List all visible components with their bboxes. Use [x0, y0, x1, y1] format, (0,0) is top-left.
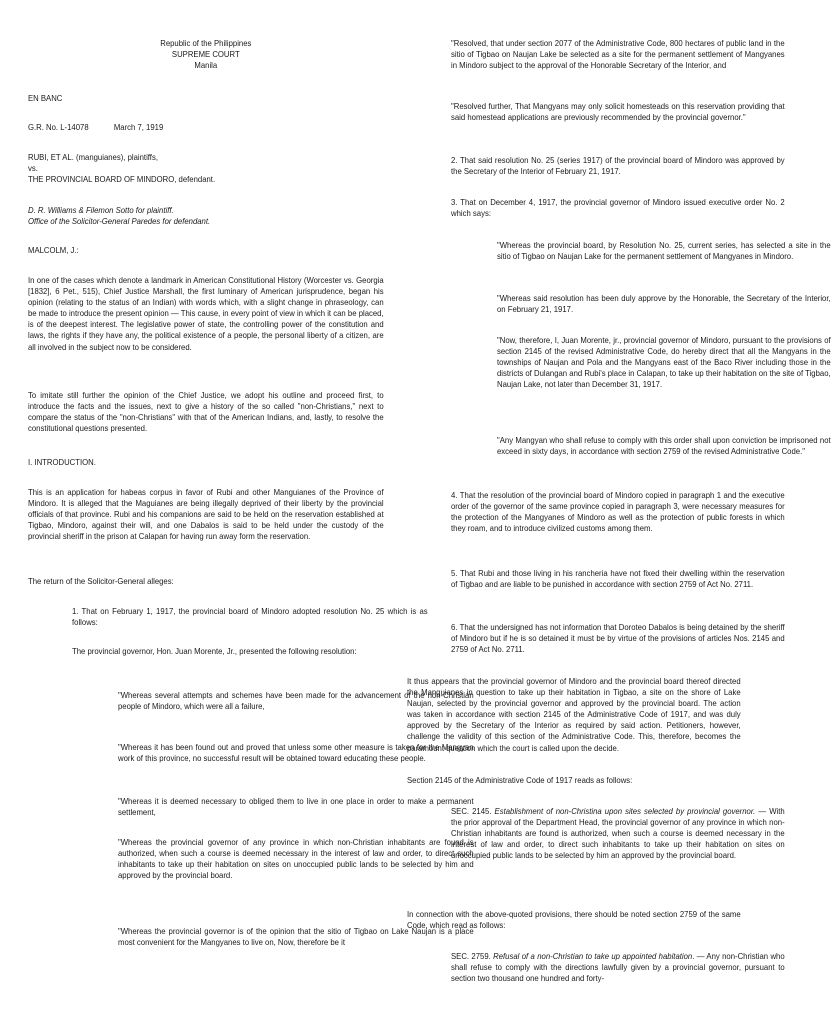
- counsel: [28, 205, 384, 227]
- case-number-line: [28, 122, 384, 133]
- quoted-paragraph: "Whereas it has been found out and proved that unless some other measure is taken for the Mangyan work of this province, no successful result will be obtained toward educating these people.: [118, 742, 474, 764]
- indented-paragraph: 3. That on December 4, 1917, the provincial governor of Mindoro issued executive order No. 2 which says:: [451, 197, 785, 219]
- section-heading: I. INTRODUCTION.: [28, 457, 96, 467]
- indented-paragraph: The provincial governor, Hon. Juan Morente, Jr., presented the following resolution:: [72, 646, 357, 656]
- paragraph: The return of the Solicitor-General alleges:: [28, 576, 174, 586]
- paragraph: In connection with the above-quoted provisions, there should be noted section 2759 of the same Code, which read as follows:: [407, 909, 741, 931]
- statute-section: [451, 951, 785, 984]
- paragraph: Section 2145 of the Administrative Code of 1917 reads as follows:: [407, 775, 633, 785]
- section-number: SEC. 2759.: [451, 951, 494, 961]
- section-body: . — Any non-Christian who shall refuse to comply with the directions lawfully given by a provincial governor, pursuant to section two thousand one hundred and forty-: [451, 951, 785, 984]
- quoted-paragraph: "Whereas the provincial board, by Resolution No. 25, current series, has selected a site in the sitio of Tigbao on Naujan Lake for the permanent settlement of Mangyanes in Mindoro.: [497, 240, 831, 262]
- quoted-paragraph: "Resolved, that under section 2077 of the Administrative Code, 800 hectares of public land in the sitio of Tigbao on Naujan Lake be selected as a site for the permanent settlement of Mangyanes in Mindoro subject to the approval of the Honorable Secretary of the Interior, and: [451, 38, 785, 71]
- counsel-plaintiff: D. R. Williams & Filemon Sotto for plaintiff.: [28, 205, 174, 215]
- case-parties: [28, 152, 384, 185]
- section-number: SEC. 2145.: [451, 806, 495, 816]
- indented-paragraph: 1. That on February 1, 1917, the provincial board of Mindoro adopted resolution No. 25 which is as follows:: [72, 606, 428, 628]
- city-line: Manila: [194, 60, 218, 71]
- indented-paragraph: 4. That the resolution of the provincial board of Mindoro copied in paragraph 1 and the executive order of the governor of the same province copied in paragraph 3, were necessary measures for the protection of the Mangyanes of Mindoro as well as the protection of public forests in which they roam, and to introduce civilized customs among them.: [451, 490, 785, 534]
- decision-date: March 7, 1919: [113, 122, 164, 132]
- quoted-paragraph: "Now, therefore, I, Juan Morente, jr., provincial governor of Mindoro, pursuant to the provisions of section 2145 of the revised Administrative Code, do hereby direct that all the Mangyans in the townships of Naujan and Pola and the Mangyans east of the Baco River including those in the districts of Dulangan and Rubi's place in Calapan, to take up their habitation on the site of Tigbao, Naujan Lake, not later than December 31, 1917.: [497, 335, 831, 390]
- section-title: Establishment of non-Christina upon sites selected by provincial governor.: [494, 806, 756, 816]
- quoted-paragraph: "Whereas the provincial governor of any province in which non-Christian inhabitants are found is authorized, when such a course is deemed necessary in the interest of law and order, to direct such inhabitants to take up their habitation on sites on unoccupied public lands to be selected by him and approved by the provincial board.: [118, 837, 474, 881]
- paragraph: It thus appears that the provincial governor of Mindoro and the provincial board thereof directed the Manguianes in question to take up their habitation in Tigbao, a site on the shore of Lake Naujan, selected by the provincial governor and approved by the provincial board. The action was taken in accordance with section 2145 of the Administrative Code of 1917, and was duly approved by the Secretary of the Interior as required by said action. Petitioners, however, challenge the validity of this section of the Administrative Code. This, therefore, becomes the paramount question which the court is called upon the decide.: [407, 676, 741, 753]
- quoted-paragraph: "Any Mangyan who shall refuse to comply with this order shall upon conviction be imprisoned not exceed in sixty days, in accordance with section 2759 of the revised Administrative Code.": [497, 435, 831, 457]
- quoted-paragraph: "Whereas the provincial governor is of the opinion that the sitio of Tigbao on Lake Naujan is a place most convenient for the Mangyanes to live on, Now, therefore be it: [118, 926, 474, 948]
- defendant: THE PROVINCIAL BOARD OF MINDORO, defendant.: [28, 174, 216, 185]
- en-banc: EN BANC: [28, 93, 63, 103]
- indented-paragraph: 5. That Rubi and those living in his rancheria have not fixed their dwelling within the reservation of Tigbao and are liable to be punished in accordance with section 2759 of Act No. 2711.: [451, 568, 785, 590]
- quoted-paragraph: "Whereas it is deemed necessary to obliged them to live in one place in order to make a permanent settlement,: [118, 796, 474, 818]
- versus: vs.: [28, 163, 38, 174]
- indented-paragraph: 2. That said resolution No. 25 (series 1917) of the provincial board of Mindoro was approved by the Secretary of the Interior of February 21, 1917.: [451, 155, 785, 177]
- counsel-defendant: Office of the Solicitor-General Paredes for defendant.: [28, 216, 211, 227]
- quoted-paragraph: "Whereas said resolution has been duly approve by the Honorable, the Secretary of the Interior, on February 21, 1917.: [497, 293, 831, 315]
- gr-number: G.R. No. L-14078: [28, 122, 89, 132]
- paragraph: In one of the cases which denote a landmark in American Constitutional History (Worcester vs. Georgia [1832], 6 Pet., 515), Chief Justice Marshall, the first luminary of American jurisprudence, began his opinion (relating to the status of an Indian) with words which, with a slight change in phraseology, can be made to introduce the present opinion — This cause, in every point of view in which it can be placed, is of the deepest interest. The legislative power of state, the controlling power of the constitution and laws, the rights if they have any, the political existence of a people, the personal liberty of a citizen, are all involved in the subject now to be considered.: [28, 275, 384, 352]
- quoted-paragraph: "Resolved further, That Mangyans may only solicit homesteads on this reservation providing that said homestead applications are previously recommended by the provincial governor.": [451, 101, 785, 123]
- quoted-paragraph: "Whereas several attempts and schemes have been made for the advancement of the non-Christian people of Mindoro, which were all a failure,: [118, 690, 474, 712]
- section-body: — With the prior approval of the Department Head, the provincial governor of any province in which non-Christian inhabitants are found is authorized, when such a course is deemed necessary in the interest of law and order, to direct such inhabitants to take up their habitation on sites on unoccupied public lands to be selected by him an approved by the provincial board.: [451, 806, 785, 861]
- paragraph: This is an application for habeas corpus in favor of Rubi and other Manguianes of the Province of Mindoro. It is alleged that the Maguianes are being illegally deprived of their liberty by the provincial officials of that province. Rubi and his companions are said to be held on the reservation established at Tigbao, Mindoro, against their will, and one Dabalos is said to be held under the custody of the provincial sheriff in the prison at Calapan for having run away form the reservation.: [28, 487, 384, 542]
- court-header: [28, 38, 384, 71]
- plaintiffs: RUBI, ET AL. (manguianes), plaintiffs,: [28, 152, 158, 162]
- section-title: Refusal of a non-Christian to take up appointed habitation: [493, 951, 693, 961]
- statute-section: [451, 806, 785, 861]
- ponente: MALCOLM, J.:: [28, 245, 79, 255]
- republic-line: Republic of the Philippines: [160, 38, 252, 48]
- indented-paragraph: 6. That the undersigned has not information that Doroteo Dabalos is being detained by the sheriff of Mindoro but if he is so detained it must be by virtue of the provisions of articles Nos. 2145 and 2759 of Act No. 2711.: [451, 622, 785, 655]
- paragraph: To imitate still further the opinion of the Chief Justice, we adopt his outline and proceed first, to introduce the facts and the issues, next to give a history of the so called "non-Christians," next to compare the status of the "non-Christians" with that of the American Indians, and, lastly, to resolve the constitutional questions presented.: [28, 390, 384, 434]
- court-line: SUPREME COURT: [171, 49, 240, 60]
